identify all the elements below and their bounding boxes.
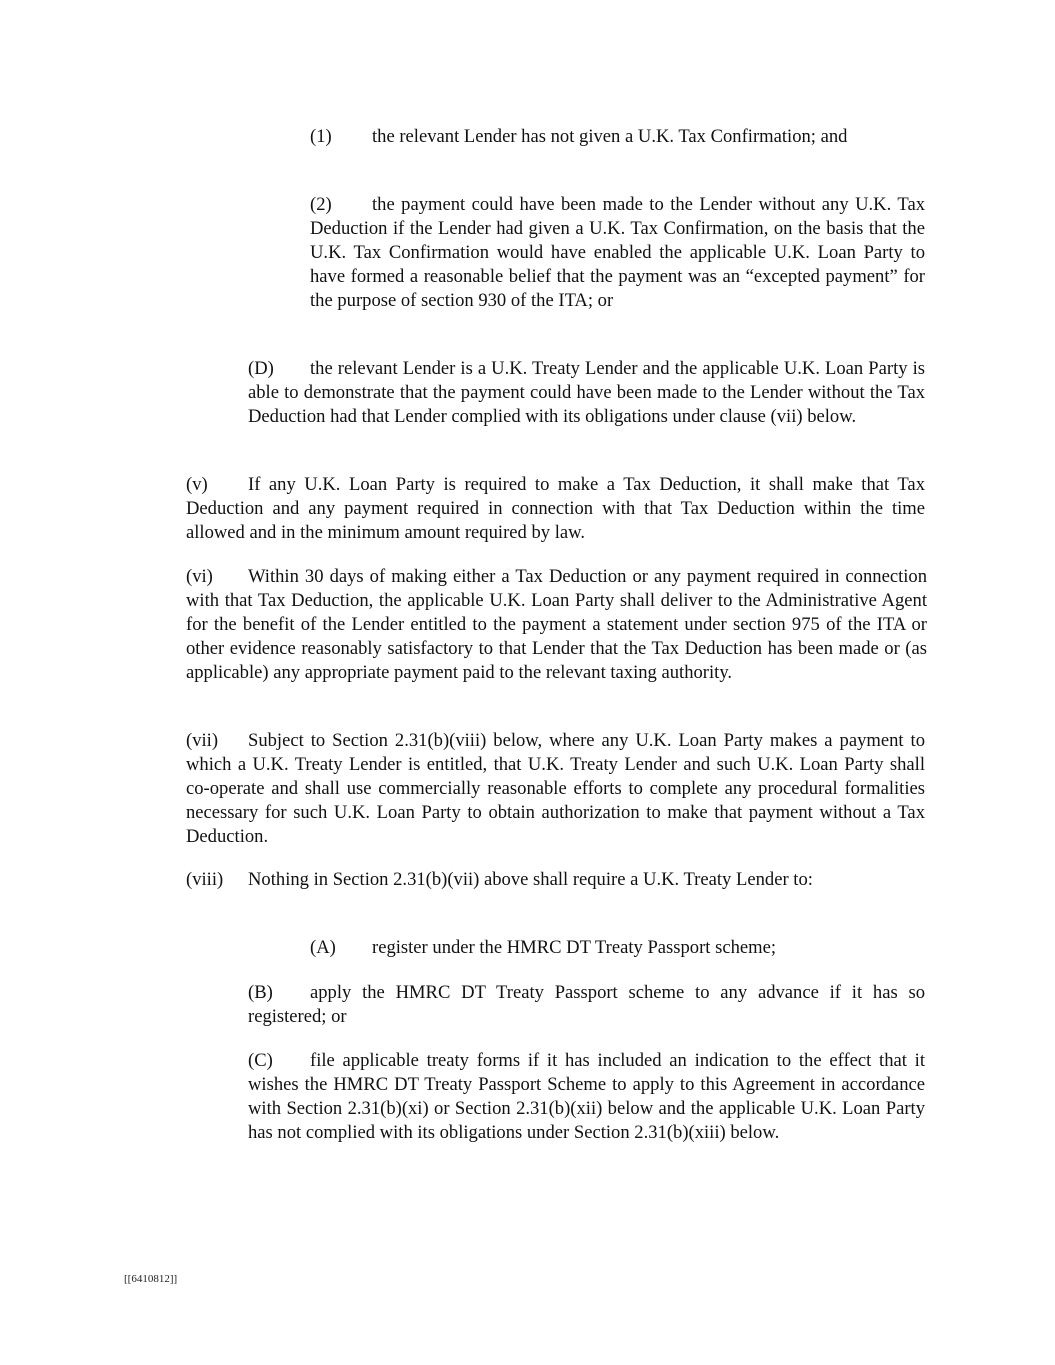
clause-1	[310, 125, 930, 149]
clause-c	[248, 1049, 925, 1145]
clause-text: Nothing in Section 2.31(b)(vii) above shall require a U.K. Treaty Lender to:	[248, 869, 813, 890]
document-id-footer: [[6410812]]	[124, 1273, 178, 1285]
clause-text: the relevant Lender has not given a U.K. Tax Confirmation; and	[372, 126, 848, 147]
clause-label: (vi)	[186, 566, 213, 587]
clause-text: register under the HMRC DT Treaty Passport scheme;	[372, 937, 777, 958]
clause-vii	[186, 729, 925, 849]
clause-text: Within 30 days of making either a Tax Deduction or any payment required in connection with that Tax Deduction, the applicable U.K. Loan Party shall deliver to the Administrative Agent for the benefit of the Lender entitled to the payment a statement under section 975 of the ITA or other evidence reasonably satisfactory to that Lender that the Tax Deduction has been made or (as applicable) any appropriate payment paid to the relevant taxing authority.	[186, 566, 927, 683]
clause-2	[310, 193, 925, 313]
clause-text: Subject to Section 2.31(b)(viii) below, where any U.K. Loan Party makes a payment to which a U.K. Treaty Lender is entitled, that U.K. Treaty Lender and such U.K. Loan Party shall co-operate and shall use commercially reasonable efforts to complete any procedural formalities necessary for such U.K. Loan Party to obtain authorization to make that payment without a Tax Deduction.	[186, 730, 925, 847]
clause-a	[310, 936, 925, 960]
clause-label: (v)	[186, 474, 208, 495]
clause-b	[248, 981, 925, 1029]
clause-d	[248, 357, 925, 429]
clause-vi	[186, 565, 927, 685]
clause-viii	[186, 868, 925, 892]
clause-label: (D)	[248, 358, 274, 379]
clause-v	[186, 473, 925, 545]
clause-label: (vii)	[186, 730, 219, 751]
clause-text: the relevant Lender is a U.K. Treaty Lender and the applicable U.K. Loan Party is able to demonstrate that the payment could have been made to the Lender without the Tax Deduction had that Lender complied with its obligations under clause (vii) below.	[248, 358, 925, 427]
clause-label: (B)	[248, 982, 273, 1003]
clause-text: the payment could have been made to the Lender without any U.K. Tax Deduction if the Lender had given a U.K. Tax Confirmation, on the basis that the U.K. Tax Confirmation would have enabled the applicable U.K. Loan Party to have formed a reasonable belief that the payment was an “excepted payment” for the purpose of section 930 of the ITA; or	[310, 194, 925, 311]
clause-label: (2)	[310, 194, 332, 215]
clause-label: (1)	[310, 126, 332, 147]
clause-text: If any U.K. Loan Party is required to make a Tax Deduction, it shall make that Tax Deduction and any payment required in connection with that Tax Deduction within the time allowed and in the minimum amount required by law.	[186, 474, 925, 543]
clause-label: (A)	[310, 937, 336, 958]
clause-label: (viii)	[186, 869, 224, 890]
clause-text: file applicable treaty forms if it has included an indication to the effect that it wishes the HMRC DT Treaty Passport Scheme to apply to this Agreement in accordance with Section 2.31(b)(xi) or Section 2.31(b)(xii) below and the applicable U.K. Loan Party has not complied with its obligations under Section 2.31(b)(xiii) below.	[248, 1050, 925, 1143]
clause-label: (C)	[248, 1050, 273, 1071]
clause-text: apply the HMRC DT Treaty Passport scheme to any advance if it has so registered; or	[248, 982, 925, 1027]
